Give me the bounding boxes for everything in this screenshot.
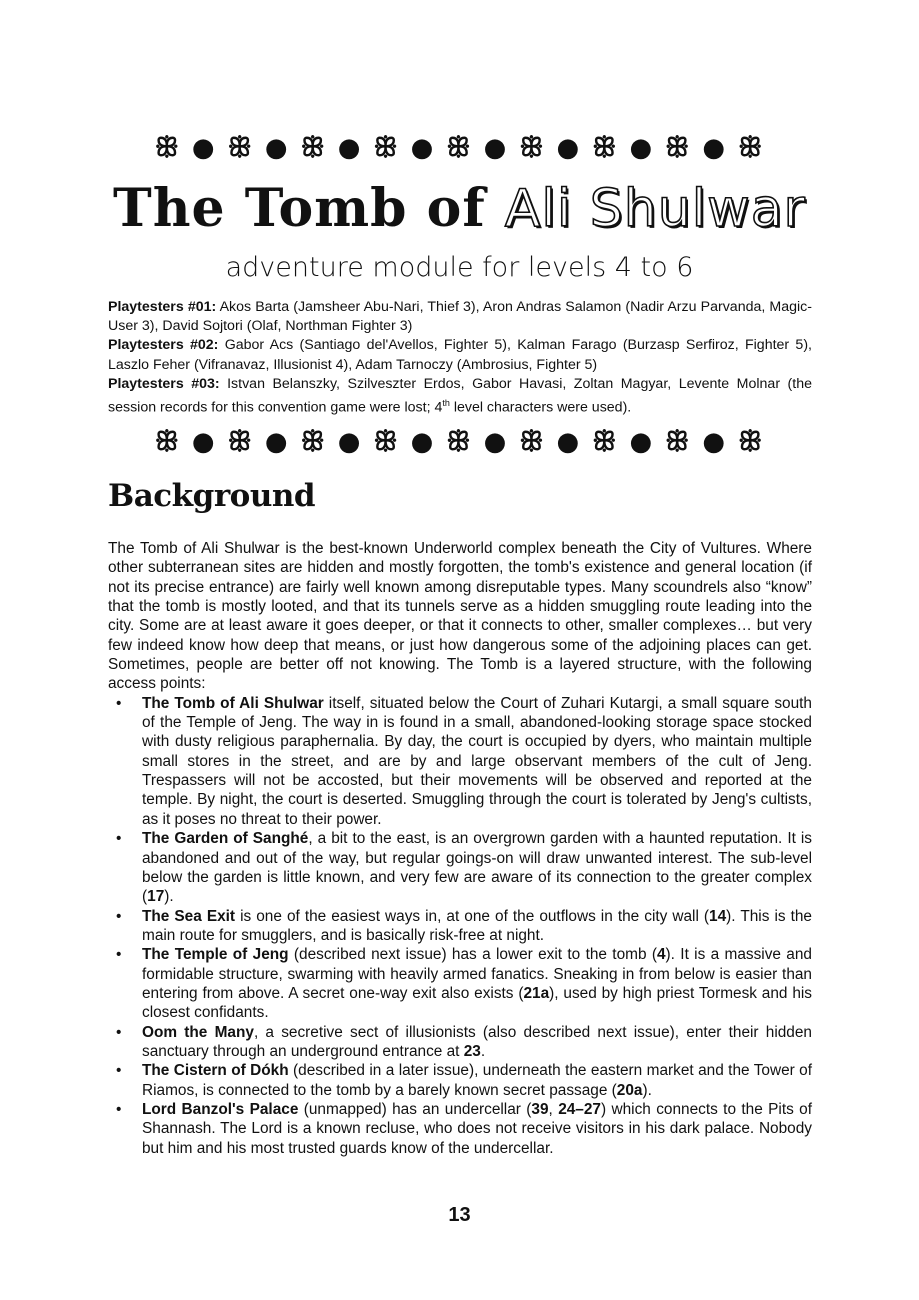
title-part-2: Ali Shulwar	[504, 179, 806, 239]
title-part-1: The Tomb of	[113, 178, 505, 239]
bold-text: 20a	[616, 1081, 643, 1099]
playtesters-text: Istvan Belanszky, Szilveszter Erdos, Gabor Havasi, Zoltan Magyar, Levente Molnar (the session records for this convention game were lost; 4	[108, 375, 812, 416]
bold-text: The Tomb of Ali Shulwar	[142, 694, 324, 712]
body-text	[108, 539, 812, 1158]
access-points-list	[108, 694, 812, 1158]
page-number: 13	[448, 1204, 471, 1226]
superscript: th	[442, 398, 450, 409]
bold-text: The Cistern of Dókh	[142, 1062, 289, 1080]
text: ), used by high priest Tormesk and his closest confidants.	[142, 984, 812, 1022]
text: ). It is a massive and formidable structure, swarming with heavily armed fanatics. Sneaking in from below is easier than entering from above. A secret one-way exit also exists (	[142, 946, 812, 1002]
playtesters-label: Playtesters #03:	[108, 375, 220, 392]
bold-text: 14	[709, 907, 727, 925]
bullet-icon: •	[116, 946, 122, 964]
text: (described in a later issue), underneath the eastern market and the Tower of Riamos, is connected to the tomb by a barely known secret passage (	[142, 1062, 813, 1099]
bullet-icon: •	[116, 1023, 122, 1041]
text: is one of the easiest ways in, at one of the outflows in the city wall (	[235, 907, 710, 925]
bullet-icon: •	[116, 1100, 122, 1118]
text: ). This is the main route for smugglers, and is basically risk-free at night.	[142, 907, 812, 944]
text: (unmapped) has an undercellar (	[298, 1100, 532, 1118]
text: , a bit to the east, is an overgrown garden with a haunted reputation. It is abandoned and out of the way, but regular goings-on will draw unwanted interest. The sub-level below the garden is little known, and very few are aware of its connection to the greater complex (	[142, 830, 812, 906]
playtesters-text: Gabor Acs (Santiago del'Avellos, Fighter 5), Kalman Farago (Burzasp Serfiroz, Fighter 5), Laszlo Feher (Vifranavaz, Illusionist 4), Adam Tarnoczy (Ambrosius, Fighter 5)	[108, 337, 812, 373]
bold-text: 23	[463, 1042, 481, 1060]
bold-text: Oom the Many	[142, 1023, 254, 1041]
bold-text: 21a	[523, 984, 550, 1002]
text: ).	[642, 1081, 652, 1099]
bold-text: 39	[531, 1100, 549, 1118]
bold-text: Lord Banzol's Palace	[142, 1100, 299, 1118]
text: (described next issue) has a lower exit to the tomb (	[288, 946, 657, 964]
bold-text: 24–27	[558, 1100, 601, 1118]
bold-text: The Temple of Jeng	[142, 946, 289, 964]
section-heading: Background	[108, 478, 316, 514]
playtesters-text: level characters were used).	[449, 399, 632, 416]
ornament-divider-top: ꕥ ● ꕥ ● ꕥ ● ꕥ ● ꕥ ● ꕥ ● ꕥ ● ꕥ ● ꕥ	[154, 133, 765, 163]
playtesters-label: Playtesters #02:	[108, 337, 219, 354]
bullet-icon: •	[116, 907, 122, 925]
intro-paragraph: The Tomb of Ali Shulwar is the best-known Underworld complex beneath the City of Vultures. Where other subterranean sites are hidden and mostly forgotten, the tomb's existence and general location (if not its precise entrance) are fairly well known among disreputable types. Many scoundrels also “know” that the tomb is mostly looted, and that its tunnels serve as a hidden smuggling route leading into the city. Some are at least aware it goes deeper, or that it connects to other, smaller complexes… but very few indeed know how deep that means, or just how dangerous some of the adjoining places can get. Sometimes, people are better off not knowing. The Tomb is a layered structure, with the following access points:	[108, 540, 812, 693]
text: ).	[164, 888, 174, 906]
bullet-icon: •	[116, 830, 122, 848]
bold-text: 17	[147, 888, 165, 906]
bold-text: The Sea Exit	[142, 907, 236, 925]
list-item	[108, 1061, 812, 1100]
playtesters-entry	[108, 375, 812, 418]
playtesters-text: Akos Barta (Jamsheer Abu-Nari, Thief 3), Aron Andras Salamon (Nadir Arzu Parvanda, Magic-User 3), David Sojtori (Olaf, Northman Fighter 3)	[108, 299, 812, 335]
text: itself, situated below the Court of Zuhari Kutargi, a small square south of the Temple of Jeng. The way in is found in a small, abandoned-looking storage space stocked with dusty religious paraphernalia. By day, the court is occupied by dyers, who maintain multiple small stores in the street, and are by and large observant members of the cult of Jeng. Trespassers will not be accosted, but their movements will be observed and reported at the temple. By night, the court is deserted. Smuggling through the court is tolerated by Jeng's cultists, as it poses no threat to their power.	[142, 694, 812, 828]
list-item	[108, 1023, 812, 1062]
playtesters-entry	[108, 336, 812, 374]
text: .	[480, 1042, 486, 1060]
text: ) which connects to the Pits of Shannash. The Lord is a known recluse, who does not receive visitors in his dark palace. Nobody but him and his most trusted guards know of the undercellar.	[142, 1100, 812, 1157]
list-item	[108, 829, 812, 906]
text: ,	[548, 1100, 559, 1118]
playtesters-label: Playtesters #01:	[108, 299, 217, 315]
list-item	[108, 694, 812, 829]
list-item	[108, 945, 812, 1022]
playtesters-entry	[108, 298, 812, 336]
text: , a secretive sect of illusionists (also described next issue), enter their hidden sanctuary through an underground entrance at	[142, 1023, 812, 1060]
bold-text: The Garden of Sanghé	[142, 830, 309, 848]
bold-text: 4	[656, 946, 666, 964]
bullet-icon: •	[116, 1062, 122, 1080]
ornament-divider-bottom: ꕥ ● ꕥ ● ꕥ ● ꕥ ● ꕥ ● ꕥ ● ꕥ ● ꕥ ● ꕥ	[154, 427, 765, 457]
playtesters-credits	[108, 298, 812, 418]
bullet-icon: •	[116, 694, 122, 712]
list-item	[108, 1100, 812, 1158]
list-item	[108, 907, 812, 946]
page-title	[0, 178, 919, 239]
subtitle: adventure module for levels 4 to 6	[225, 252, 694, 283]
